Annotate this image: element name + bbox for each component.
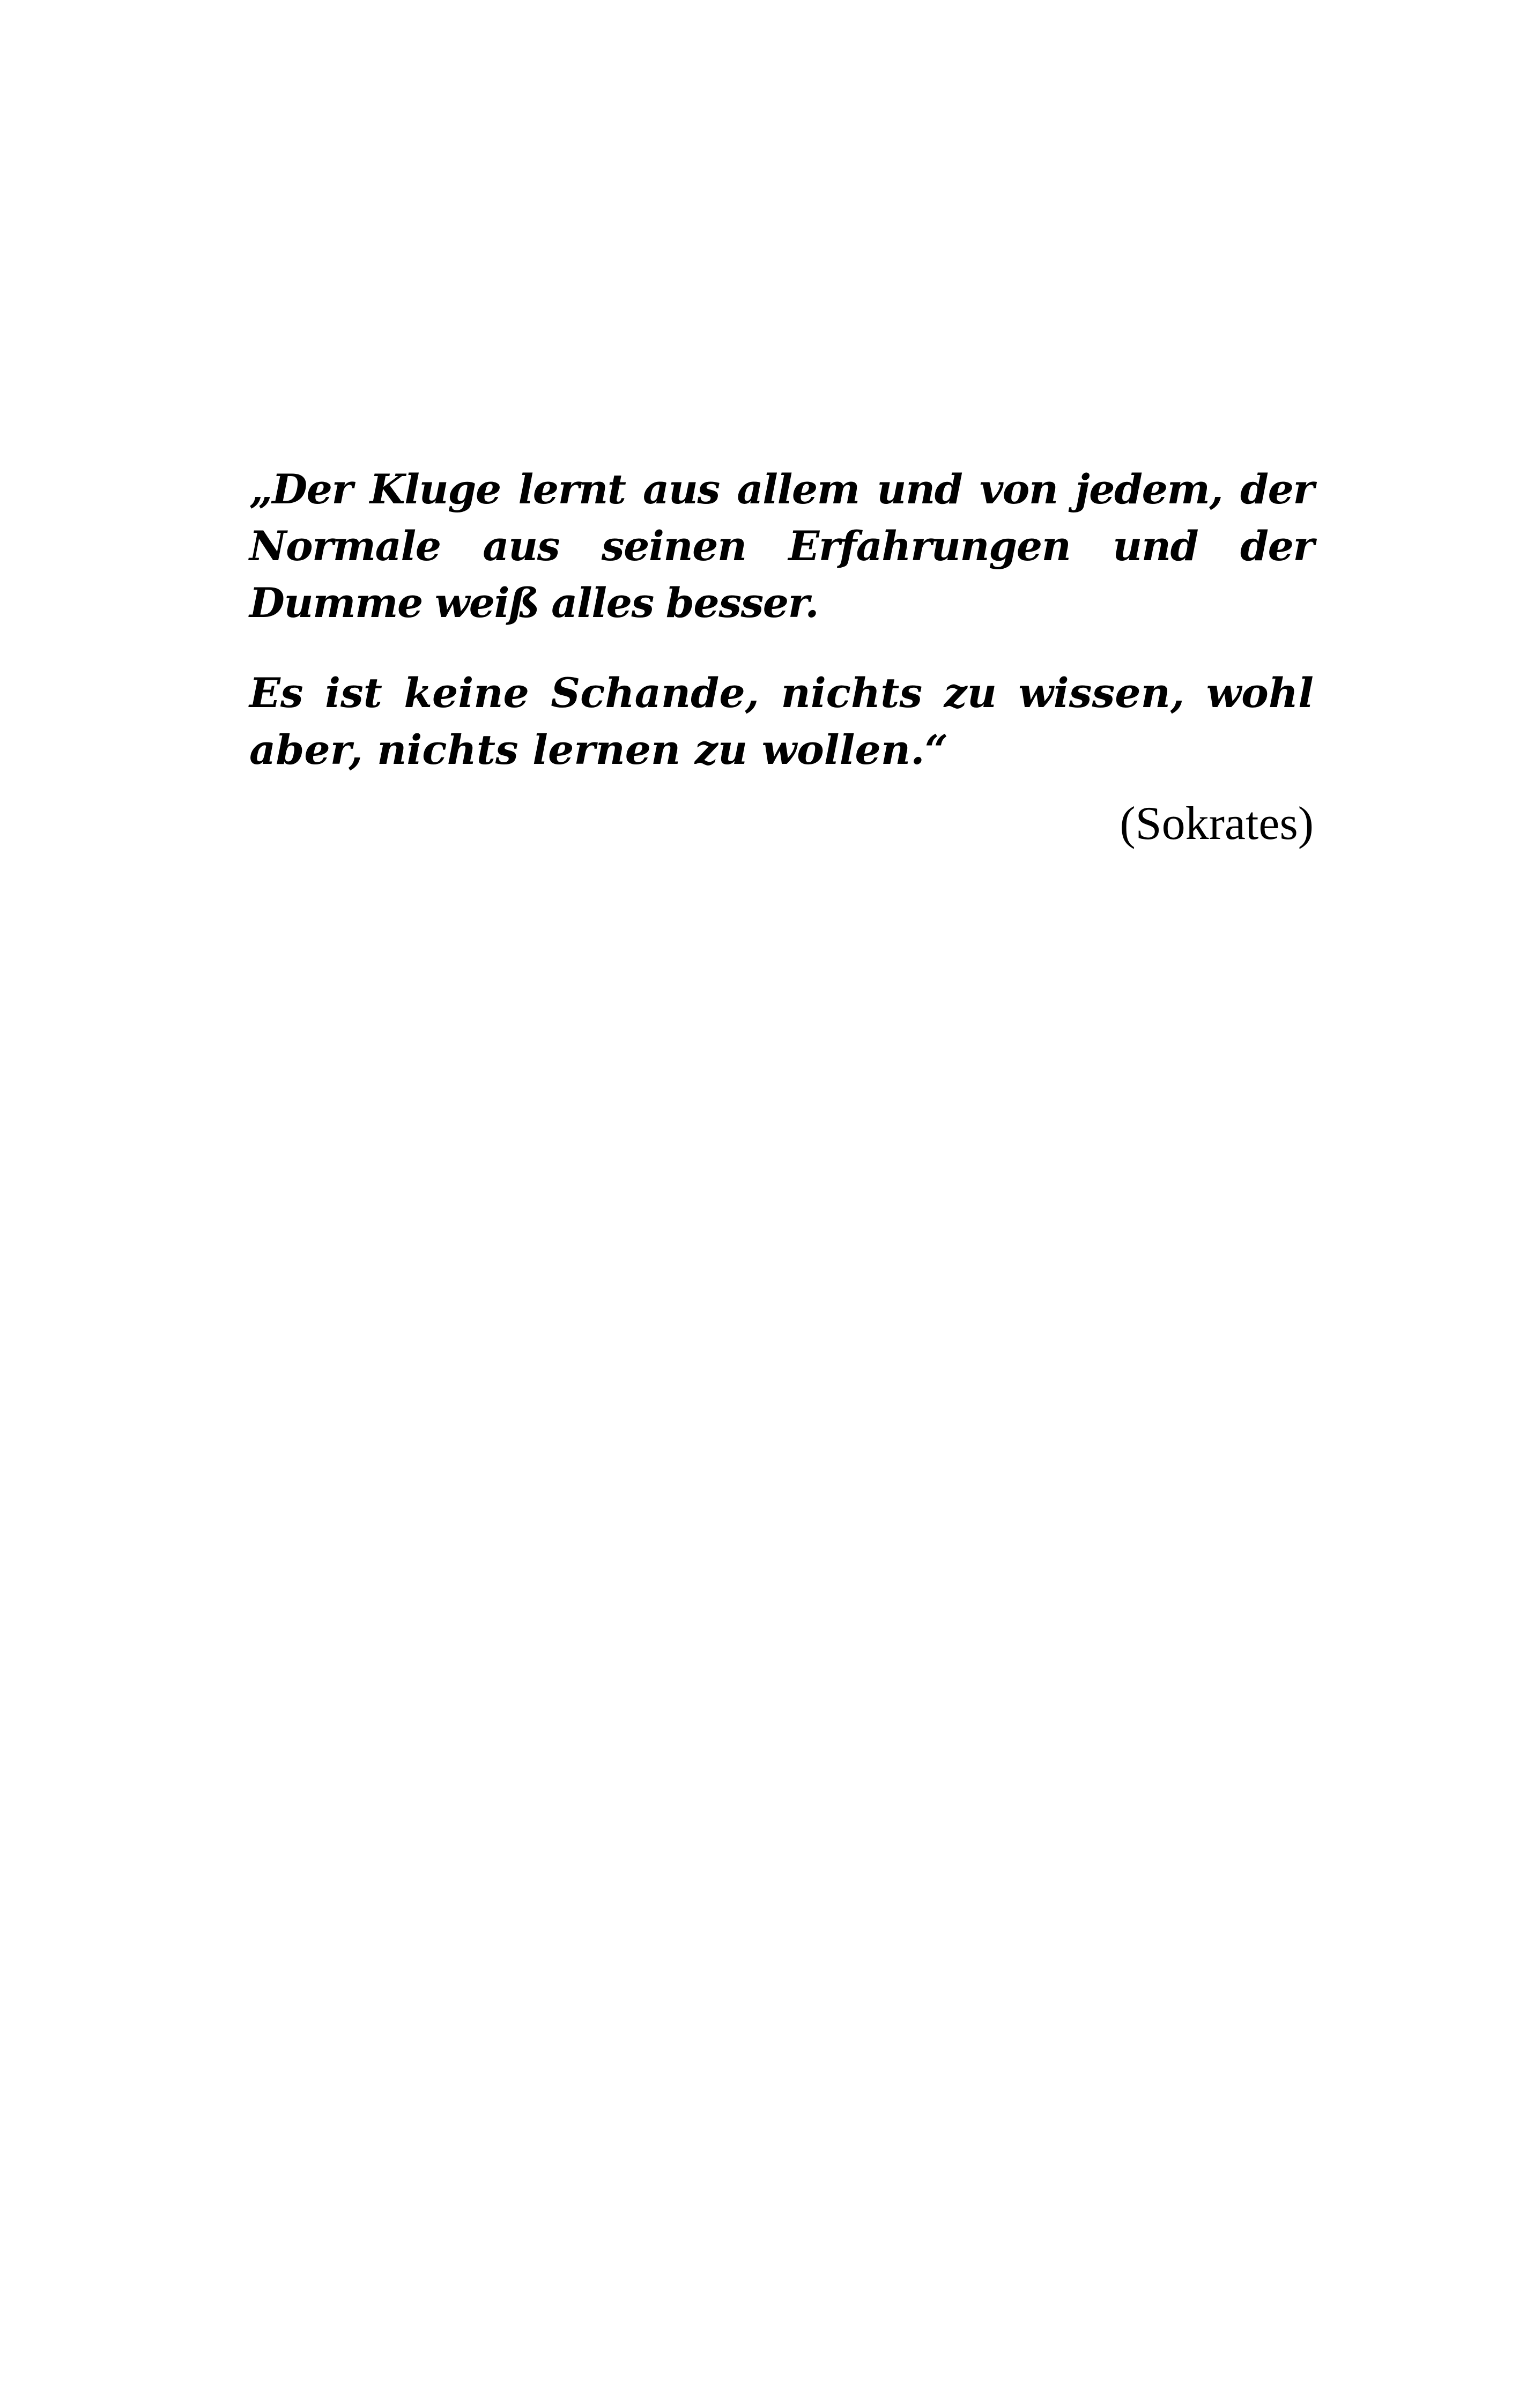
quote-paragraph-1: „Der Kluge lernt aus allem und von jedem, der Normale aus seinen Erfahrungen und der Dumme weiß alles besser. (249, 465, 1314, 627)
quote-attribution: (Sokrates) (1120, 798, 1314, 850)
epigraph (249, 461, 1314, 853)
quote-paragraph-2: Es ist keine Schande, nichts zu wissen, wohl aber, nichts lernen zu wollen.“ (249, 669, 1314, 774)
